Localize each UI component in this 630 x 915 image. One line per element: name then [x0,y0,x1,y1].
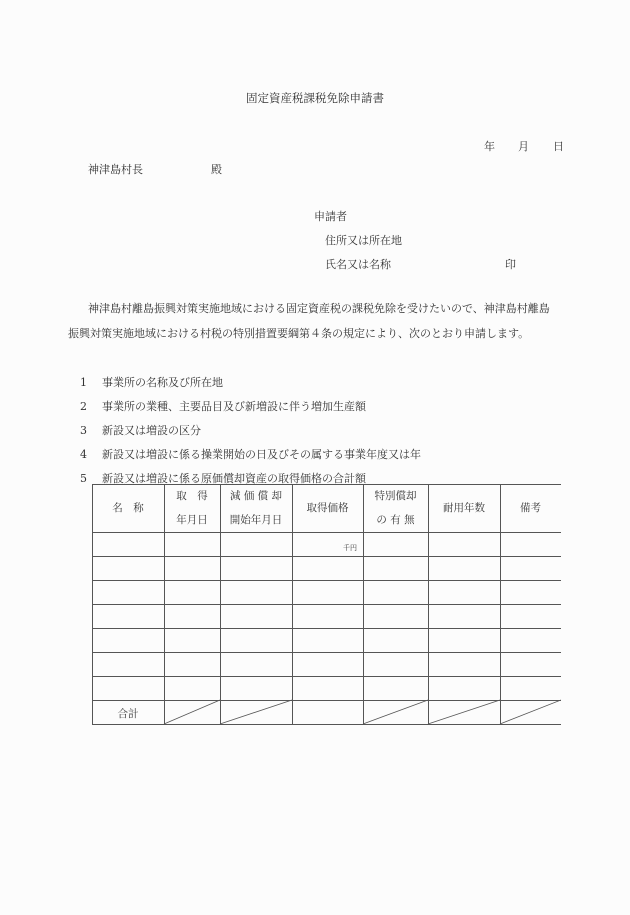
list-item [80,424,201,438]
seal-label: 印 [505,258,516,271]
column-header-1: 取 得 [176,490,208,502]
column-header-1: 特別償却 [374,490,417,502]
list-item [80,376,223,390]
asset-table [92,484,561,726]
column-header-2: 開始年月日 [229,514,283,526]
item-number: 2 [80,400,87,413]
document-title: 固定資産税課税免除申請書 [246,91,384,105]
item-text: 新設又は増設に係る操業開始の日及びその属する事業年度又は年 [102,448,421,461]
item-text: 事業所の業種、主要品目及び新増設に伴う増加生産額 [102,400,366,413]
column-header: 耐用年数 [443,502,485,514]
column-header-1: 減 価 償 却 [229,490,282,502]
item-text: 新設又は増設の区分 [102,424,201,437]
date-year-label: 年 [484,140,495,153]
list-item [80,400,366,414]
body-paragraph-line-1: 神津島村離島振興対策実施地域における固定資産税の課税免除を受けたいので、神津島村離島 [88,302,550,315]
item-text: 事業所の名称及び所在地 [102,376,223,389]
total-cell-slash [164,700,220,724]
date-day-label: 日 [553,140,564,153]
unit-label: 千円 [343,544,357,552]
item-number: 4 [80,448,87,461]
table-grid [92,484,561,726]
column-header-2: の 有 無 [376,514,415,526]
column-header-2: 年月日 [176,514,208,526]
date-month-label: 月 [518,140,529,153]
total-cell-slash [500,700,561,724]
item-text: 新設又は増設に係る原価償却資産の取得価格の合計額 [102,472,366,485]
total-cell-slash [220,700,292,724]
applicant-label: 申請者 [314,210,347,223]
item-number: 5 [80,472,87,485]
honorific: 殿 [211,163,222,176]
column-header: 取得価格 [306,502,349,514]
body-paragraph-line-2: 振興対策実施地域における村税の特別措置要綱第４条の規定により、次のとおり申請します。 [68,327,530,340]
name-label: 氏名又は名称 [325,258,391,271]
column-header: 備考 [520,502,541,514]
item-number: 3 [80,424,87,437]
total-cell-slash [428,700,500,724]
total-cell-slash [363,700,428,724]
total-label: 合計 [117,708,139,720]
address-label: 住所又は所在地 [325,234,402,247]
column-header: 名 称 [112,502,144,514]
item-number: 1 [80,376,87,389]
addressee: 神津島村長 [88,163,143,176]
list-item [80,448,421,462]
